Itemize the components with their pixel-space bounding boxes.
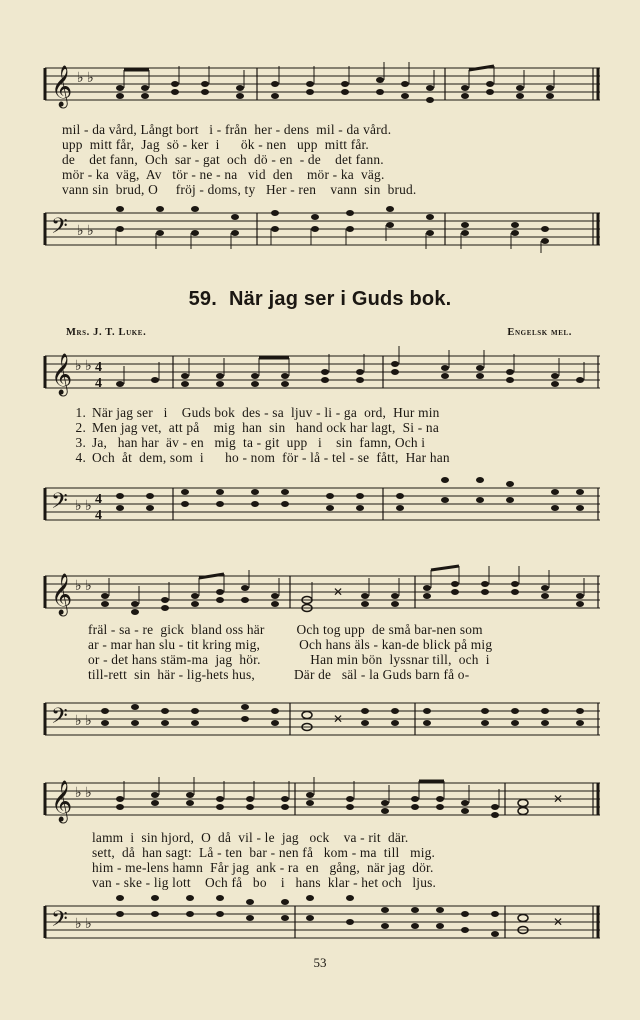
music-notation-bass (45, 205, 600, 245)
verse-number: 4. (75, 450, 86, 465)
lyric-line-verse-1 (70, 405, 590, 420)
svg-text:𝄢: 𝄢 (51, 489, 68, 519)
svg-text:♭ ♭: ♭ ♭ (77, 224, 94, 239)
staff-treble-system-2 (45, 568, 600, 615)
hymn-number: 59. (188, 288, 217, 310)
svg-text:♭ ♭: ♭ ♭ (75, 917, 92, 932)
lyric-line: upp mitt får, Jag sö - ker i ök - nen upp mitt får. (62, 137, 369, 152)
hymn-tune-source: Engelsk mel. (507, 327, 572, 338)
verse-number: 2. (75, 420, 86, 435)
svg-text:𝄢: 𝄢 (51, 704, 68, 734)
page-number: 53 (313, 955, 327, 970)
lyric-line: mil - da vård, Långt bort i - från her - dens mil - da vård. (62, 122, 392, 137)
svg-text:𝄢: 𝄢 (51, 907, 68, 937)
lyric-line: van - ske - lig lott Och få bo i hans klar - het och ljus. (92, 875, 437, 890)
music-notation-treble (45, 348, 600, 395)
music-notation-bass (45, 898, 600, 938)
svg-text:𝄢: 𝄢 (51, 214, 68, 244)
svg-text:4: 4 (95, 376, 102, 391)
svg-text:4: 4 (95, 360, 102, 375)
lyric-line: lamm i sin hjord, O då vil - le jag ock va - rit där. (92, 830, 409, 845)
svg-text:4: 4 (95, 492, 102, 507)
svg-text:♭ ♭: ♭ ♭ (75, 499, 92, 514)
verse-number: 1. (75, 405, 86, 420)
lyric-text: Men jag vet, att på mig han sin hand ock har lagt, Si - na (92, 420, 439, 435)
svg-text:✕: ✕ (333, 585, 344, 599)
lyric-line: de det fann, Och sar - gat och dö - en - de det fann. (62, 152, 384, 167)
staff-bass-continuation (45, 205, 600, 245)
lyric-line: fräl - sa - re gick bland oss här Och tog upp de små bar-nen som (88, 622, 483, 637)
music-notation-treble (45, 60, 600, 107)
lyrics-system-2 (88, 622, 608, 682)
svg-text:4: 4 (95, 508, 102, 523)
music-notation-treble (45, 775, 600, 822)
lyric-line-verse-3 (70, 435, 590, 450)
music-notation-bass (45, 695, 600, 735)
svg-text:♭ ♭: ♭ ♭ (75, 579, 92, 594)
hymn-author: Mrs. J. T. Luke. (66, 327, 147, 338)
lyric-line-verse-2 (70, 420, 590, 435)
lyric-text: När jag ser i Guds bok des - sa ljuv - li - ga ord, Hur min (92, 405, 440, 420)
lyrics-continuation (62, 122, 582, 197)
staff-bass-system-1 (45, 480, 600, 523)
lyric-text: Och åt dem, som i ho - nom för - lå - tel - se fått, Har han (92, 450, 450, 465)
lyric-line-verse-4 (70, 450, 590, 465)
lyric-line: him - me-lens hamn Får jag ank - ra en gång, när jag dör. (92, 860, 434, 875)
svg-text:𝄞: 𝄞 (51, 781, 73, 822)
hymn-title-text: När jag ser i Guds bok. (228, 288, 452, 310)
staff-bass-system-2 (45, 695, 600, 735)
lyric-line: till-rett sin här - lig-hets hus, Där de säl - la Guds barn få o- (88, 667, 470, 682)
staff-treble-continuation (45, 60, 600, 107)
music-notation-bass (45, 480, 600, 523)
svg-text:𝄞: 𝄞 (51, 574, 73, 615)
svg-text:✕: ✕ (333, 712, 344, 726)
svg-text:𝄞: 𝄞 (51, 66, 73, 107)
lyric-line: sett, då han sagt: Lå - ten bar - nen få kom - ma till mig. (92, 845, 436, 860)
svg-text:♭ ♭: ♭ ♭ (75, 786, 92, 801)
svg-text:✕: ✕ (553, 792, 564, 806)
music-notation-treble (45, 568, 600, 615)
lyrics-system-3 (92, 830, 612, 890)
svg-text:♭ ♭: ♭ ♭ (75, 714, 92, 729)
staff-treble-system-1 (45, 348, 600, 395)
svg-text:𝄞: 𝄞 (51, 354, 73, 395)
svg-text:✕: ✕ (553, 915, 564, 929)
lyrics-system-1 (70, 405, 590, 465)
staff-treble-system-3 (45, 775, 600, 822)
lyric-line: ar - mar han slu - tit kring mig, Och hans äls - kan-de blick på mig (88, 637, 493, 652)
lyric-line: mör - ka väg, Av tör - ne - na vid den mör - ka väg. (62, 167, 385, 182)
hymn-title (0, 288, 640, 311)
verse-number: 3. (75, 435, 86, 450)
lyric-line: or - det hans stäm-ma jag hör. Han min bön lyssnar till, och i (88, 652, 490, 667)
staff-bass-system-3 (45, 898, 600, 938)
lyric-line: vann sin brud, O fröj - doms, ty Her - ren vann sin brud. (62, 182, 417, 197)
lyric-text: Ja, han har äv - en mig ta - git upp i sin famn, Och i (92, 435, 426, 450)
svg-text:♭ ♭: ♭ ♭ (77, 71, 94, 86)
svg-text:♭ ♭: ♭ ♭ (75, 359, 92, 374)
